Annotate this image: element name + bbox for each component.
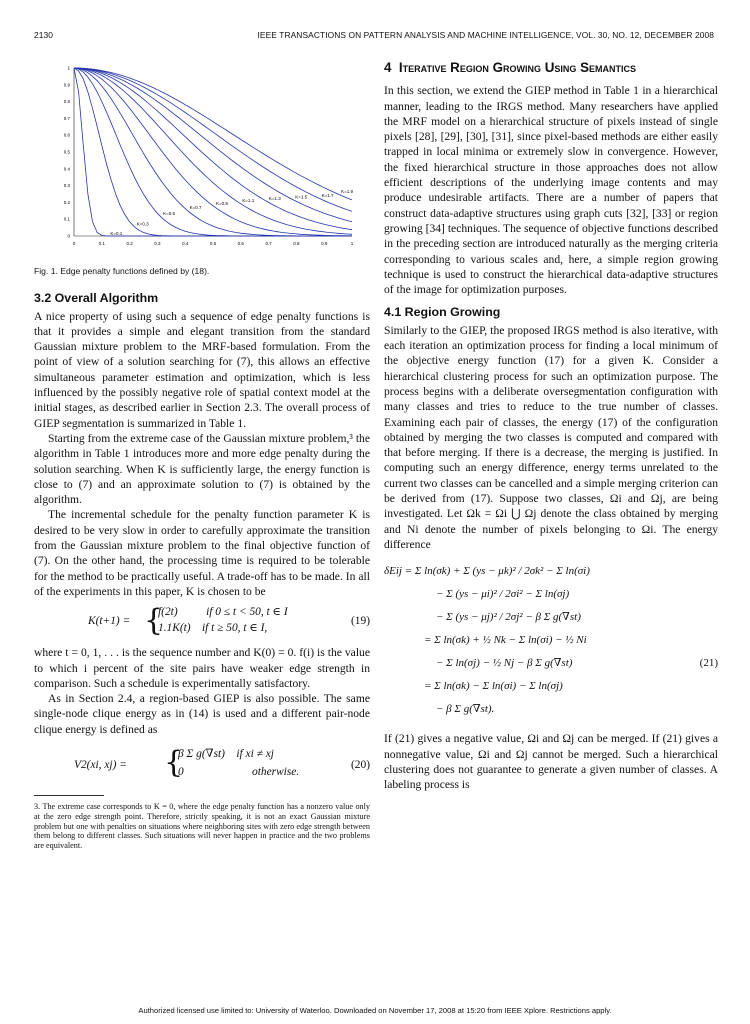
eq19-case-2: 1.1K(t) if t ≥ 50, t ∈ I,: [158, 622, 268, 635]
section-4-1-title: 4.1 Region Growing: [384, 305, 501, 320]
equation-19: [34, 605, 370, 641]
paragraph: Starting from the extreme case of the Gaussian mixture problem,³ the algorithm in Table 1 introduces more and more edge penalty during the solution searching. When K is sufficiently large, the energy function is close to (7) and an approximate solution to (7) is obtained by the algorithm.: [34, 431, 370, 507]
curve-label: K=0.3: [136, 221, 149, 227]
penalty-curve: [74, 68, 352, 234]
equation-20: [34, 745, 370, 785]
eq20-case-1: β Σ g(∇st) if xi ≠ xj: [178, 748, 274, 761]
penalty-curve: [74, 68, 352, 236]
penalty-curve: [74, 68, 352, 211]
eq21-line-5: − Σ ln(σj) − ½ Nj − β Σ g(∇st): [436, 657, 573, 670]
penalty-curve: [74, 68, 352, 236]
eq21-line-1: δEij = Σ ln(σk) + Σ (ys − μk)² / 2σk² − Σ ln(σi): [384, 565, 590, 578]
x-tick-label: 0.4: [182, 241, 189, 246]
journal-line: IEEE TRANSACTIONS ON PATTERN ANALYSIS AND MACHINE INTELLIGENCE, VOL. 30, NO. 12, DECEMBER 2008: [257, 30, 714, 40]
x-tick-label: 0.5: [209, 241, 217, 246]
eq20-lhs: V2(xi, xj) =: [74, 759, 127, 772]
curve-label: K=1.7: [321, 193, 334, 199]
y-tick-label: 0.1: [63, 216, 70, 222]
curve-label: K=0.7: [189, 204, 202, 210]
section-4-number: 4: [384, 60, 392, 75]
left-column: [34, 58, 370, 851]
equation-21: [384, 560, 718, 721]
running-header: [34, 30, 714, 44]
y-tick-label: 0.4: [63, 166, 70, 172]
eq21-line-2: − Σ (ys − μi)² / 2σi² − Σ ln(σj): [436, 588, 570, 601]
eq21-line-6: = Σ ln(σk) − Σ ln(σi) − Σ ln(σj): [424, 680, 563, 693]
curve-label: K=1.3: [268, 195, 281, 201]
paragraph: If (21) gives a negative value, Ωi and Ωj can be merged. If (21) gives a nonnegative value, Ωi and Ωj cannot be merged. Such a hierarchical clustering does not guarantee to generate a given number of classes. A labeling process is: [384, 732, 718, 792]
eq21-line-7: − β Σ g(∇st).: [436, 703, 495, 716]
figure-1: [34, 58, 370, 258]
x-tick-label: 0: [72, 241, 76, 246]
paragraph: As in Section 2.4, a region-based GIEP is also possible. The same single-node clique energy as in (14) is used and a different pair-node clique energy is defined as: [34, 692, 370, 736]
eq19-brace: {: [144, 603, 164, 639]
eq19-number: (19): [351, 615, 370, 628]
eq21-number: (21): [699, 657, 718, 670]
y-tick-label: 0: [67, 233, 70, 239]
y-tick-label: 1: [67, 65, 70, 71]
curve-label: K=1.1: [242, 197, 255, 203]
section-3-2-title: 3.2 Overall Algorithm: [34, 291, 159, 306]
y-tick-label: 0.8: [63, 99, 70, 105]
penalty-curve: [74, 68, 352, 236]
section-4-title: [384, 60, 718, 75]
eq21-line-3: − Σ (ys − μj)² / 2σj² − β Σ g(∇st): [436, 611, 581, 624]
y-tick-label: 0.7: [63, 115, 70, 121]
eq20-case-2: 0 otherwise.: [178, 766, 300, 779]
paragraph: The incremental schedule for the penalty function parameter K is desired to be very slow in order to carefully approximate the transition from the Gaussian mixture problem to the final objective function of (7). On the other hand, the processing time is required to be tolerable for the method to be practically useful. A trade-off has to be made. In all of the experiments in this paper, K is chosen to be: [34, 508, 370, 598]
section-4-name: Iterative Region Growing Using Semantics: [398, 60, 637, 75]
x-tick-label: 0.3: [154, 241, 161, 246]
footnote-rule: [34, 795, 104, 796]
curve-label: K=0.1: [110, 230, 123, 236]
x-tick-label: 0.7: [265, 241, 272, 246]
curve-label: K=1.9: [341, 189, 353, 195]
eq21-line-4: = Σ ln(σk) + ½ Nk − Σ ln(σi) − ½ Ni: [424, 634, 587, 647]
paragraph: where t = 0, 1, . . . is the sequence number and K(0) = 0. f(i) is the value to which i percent of the site pairs have weaker edge strength in comparison. Such a schedule is experimentally satisfactory.: [34, 646, 370, 690]
penalty-curve: [74, 68, 352, 236]
edge-penalty-chart: [34, 58, 370, 258]
eq20-number: (20): [351, 759, 370, 772]
footnote-3: 3. The extreme case corresponds to K = 0, where the edge penalty function has a nonzero value only at the zero edge strength point. Therefore, strictly speaking, it is not an exact Gaussian mixture problem but one with penalties on situations where neighboring sites with zero edge strength between them belong to different classes. Such situations will never happen in practice and the two problems are equivalent.: [34, 802, 370, 851]
y-tick-label: 0.3: [63, 183, 70, 189]
curve-label: K=1.5: [295, 194, 308, 200]
figure-caption: Fig. 1. Edge penalty functions defined by (18).: [34, 266, 210, 276]
x-tick-label: 0.9: [321, 241, 328, 246]
paragraph: A nice property of using such a sequence of edge penalty functions is that it provides a simple and elegant transition from the standard Gaussian mixture problem to the MRF-based formulation. From the point of view of a solution searching for (7), this allows an effective simultaneous parameter estimation and optimization, which is less influenced by the possibly negative role of spatial context model at the initial stages, as described earlier in Section 2.3. The overall process of GIEP segmentation is summarized in Table 1.: [34, 309, 370, 430]
paragraph: Similarly to the GIEP, the proposed IRGS method is also iterative, with each iteration an optimization process for finding a local minimum of the objective energy function (17) for a given K. Consider a hierarchical clustering process for such an optimization purpose. The process begins with a deliberate oversegmentation configuration with many classes and tries to reduce to the true number of classes. Examining each pair of classes, the energy (17) of the configuration obtained by merging the two classes is computed and compared with that before merging. If there is a decrease, the merging is justified. In computing such an energy difference, energy terms unrelated to the current two classes can be cancelled and a simple merging criterion can be derived from (17). Suppose two classes, Ωi and Ωj, are being investigated. Let Ωk = Ωi ⋃ Ωj denote the class obtained by merging and Ni denote the number of pixels belonging to Ωi. The energy difference: [384, 323, 718, 551]
right-column: [384, 60, 718, 792]
y-tick-label: 0.6: [63, 132, 70, 138]
paragraph: In this section, we extend the GIEP method in Table 1 in a hierarchical manner, leading to the IRGS method. Many researchers have applied the MRF model on a hierarchical structure of pixels instead of single pixels [28], [29], [30], [31], since pixel-based methods are either easily trapped in local minima or extremely slow in convergence. However, the fixed hierarchical structure in those approaches does not allow efficient descriptions of the underlying image contents and may produce undesirable artifacts. There are a number of papers that construct data-adaptive structures using graph cuts [32], [33] or region growing [34] techniques. The sequence of objective functions described in the preceding section are introduced naturally as the merging criteria corresponding to various scales and, here, a simple region growing technique is used to construct the hierarchical data-adaptive structures of the image for optimization purposes.: [384, 84, 718, 297]
y-tick-label: 0.5: [63, 149, 70, 155]
penalty-curve: [74, 68, 352, 222]
eq19-case-1: f(2t) if 0 ≤ t < 50, t ∈ I: [158, 606, 288, 619]
x-tick-label: 0.1: [98, 241, 105, 246]
eq19-lhs: K(t+1) =: [88, 615, 131, 628]
y-tick-label: 0.2: [63, 199, 70, 205]
footer-license: Authorized licensed use limited to: University of Waterloo. Downloaded on November 17, 2008 at 15:20 from IEEE Xplore. Restrictions apply.: [138, 1006, 612, 1015]
y-tick-label: 0.9: [63, 82, 70, 88]
page-number: 2130: [34, 30, 54, 40]
penalty-curve: [74, 68, 352, 236]
x-tick-label: 0.6: [237, 241, 244, 246]
curve-label: K=0.5: [163, 211, 176, 217]
x-tick-label: 1: [350, 241, 354, 246]
x-tick-label: 0.8: [293, 241, 300, 246]
eq20-brace: {: [164, 745, 184, 781]
x-tick-label: 0.2: [126, 241, 133, 246]
curve-label: K=0.9: [216, 200, 228, 206]
